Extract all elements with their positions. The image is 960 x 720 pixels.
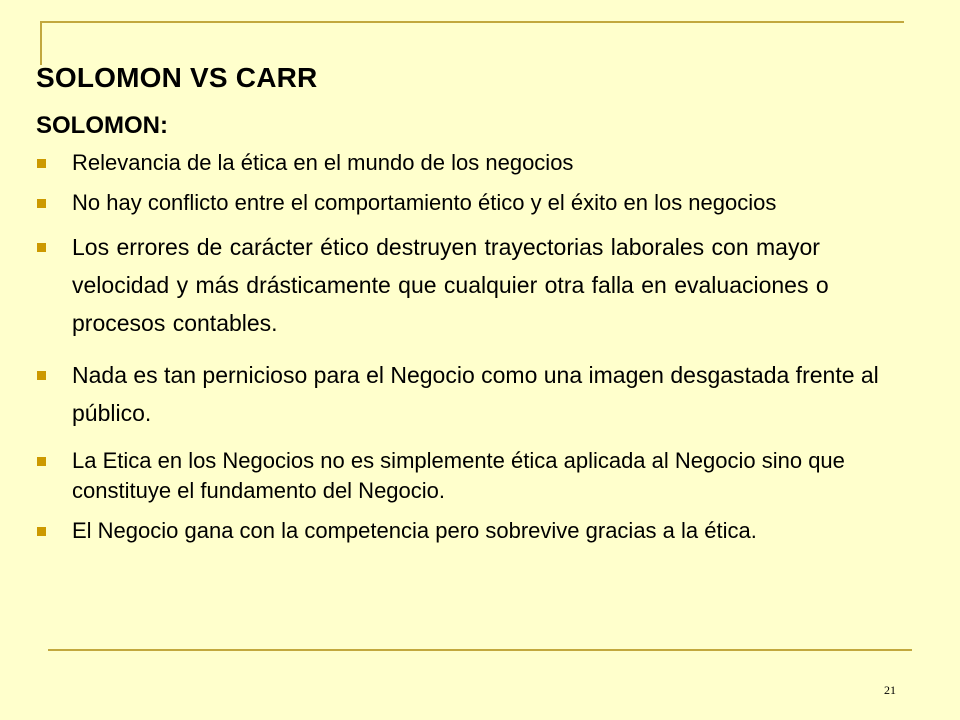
- bullet-item: [36, 516, 916, 546]
- square-bullet-icon: [37, 527, 46, 536]
- slide-subtitle: SOLOMON:: [36, 112, 168, 139]
- square-bullet-icon: [37, 199, 46, 208]
- bullet-item: [36, 188, 916, 218]
- bullet-text: Nada es tan pernicioso para el Negocio como una imagen desgastada frente al público.: [72, 362, 879, 426]
- bullet-text: Relevancia de la ética en el mundo de los negocios: [72, 150, 574, 175]
- square-bullet-icon: [37, 371, 46, 380]
- bullet-item: [36, 228, 916, 342]
- slide-title: SOLOMON VS CARR: [36, 62, 318, 93]
- square-bullet-icon: [37, 457, 46, 466]
- top-frame-line: [40, 21, 904, 23]
- page-number: 21: [884, 683, 896, 697]
- bullet-list: [36, 148, 916, 546]
- bullet-text: Los errores de carácter ético destruyen trayectorias laborales con mayor velocidad y más drásticamente que cualquier otra falla en evaluaciones o procesos contables.: [72, 234, 829, 336]
- square-bullet-icon: [37, 159, 46, 168]
- square-bullet-icon: [37, 243, 46, 252]
- bullet-item: [36, 446, 916, 506]
- bottom-frame-line: [48, 649, 912, 651]
- bullet-text: El Negocio gana con la competencia pero sobrevive gracias a la ética.: [72, 518, 757, 543]
- bullet-text: No hay conflicto entre el comportamiento ético y el éxito en los negocios: [72, 190, 777, 215]
- bullet-text: La Etica en los Negocios no es simplemente ética aplicada al Negocio sino que constituye el fundamento del Negocio.: [72, 448, 845, 503]
- bullet-item: [36, 356, 916, 432]
- bullet-item: [36, 148, 916, 178]
